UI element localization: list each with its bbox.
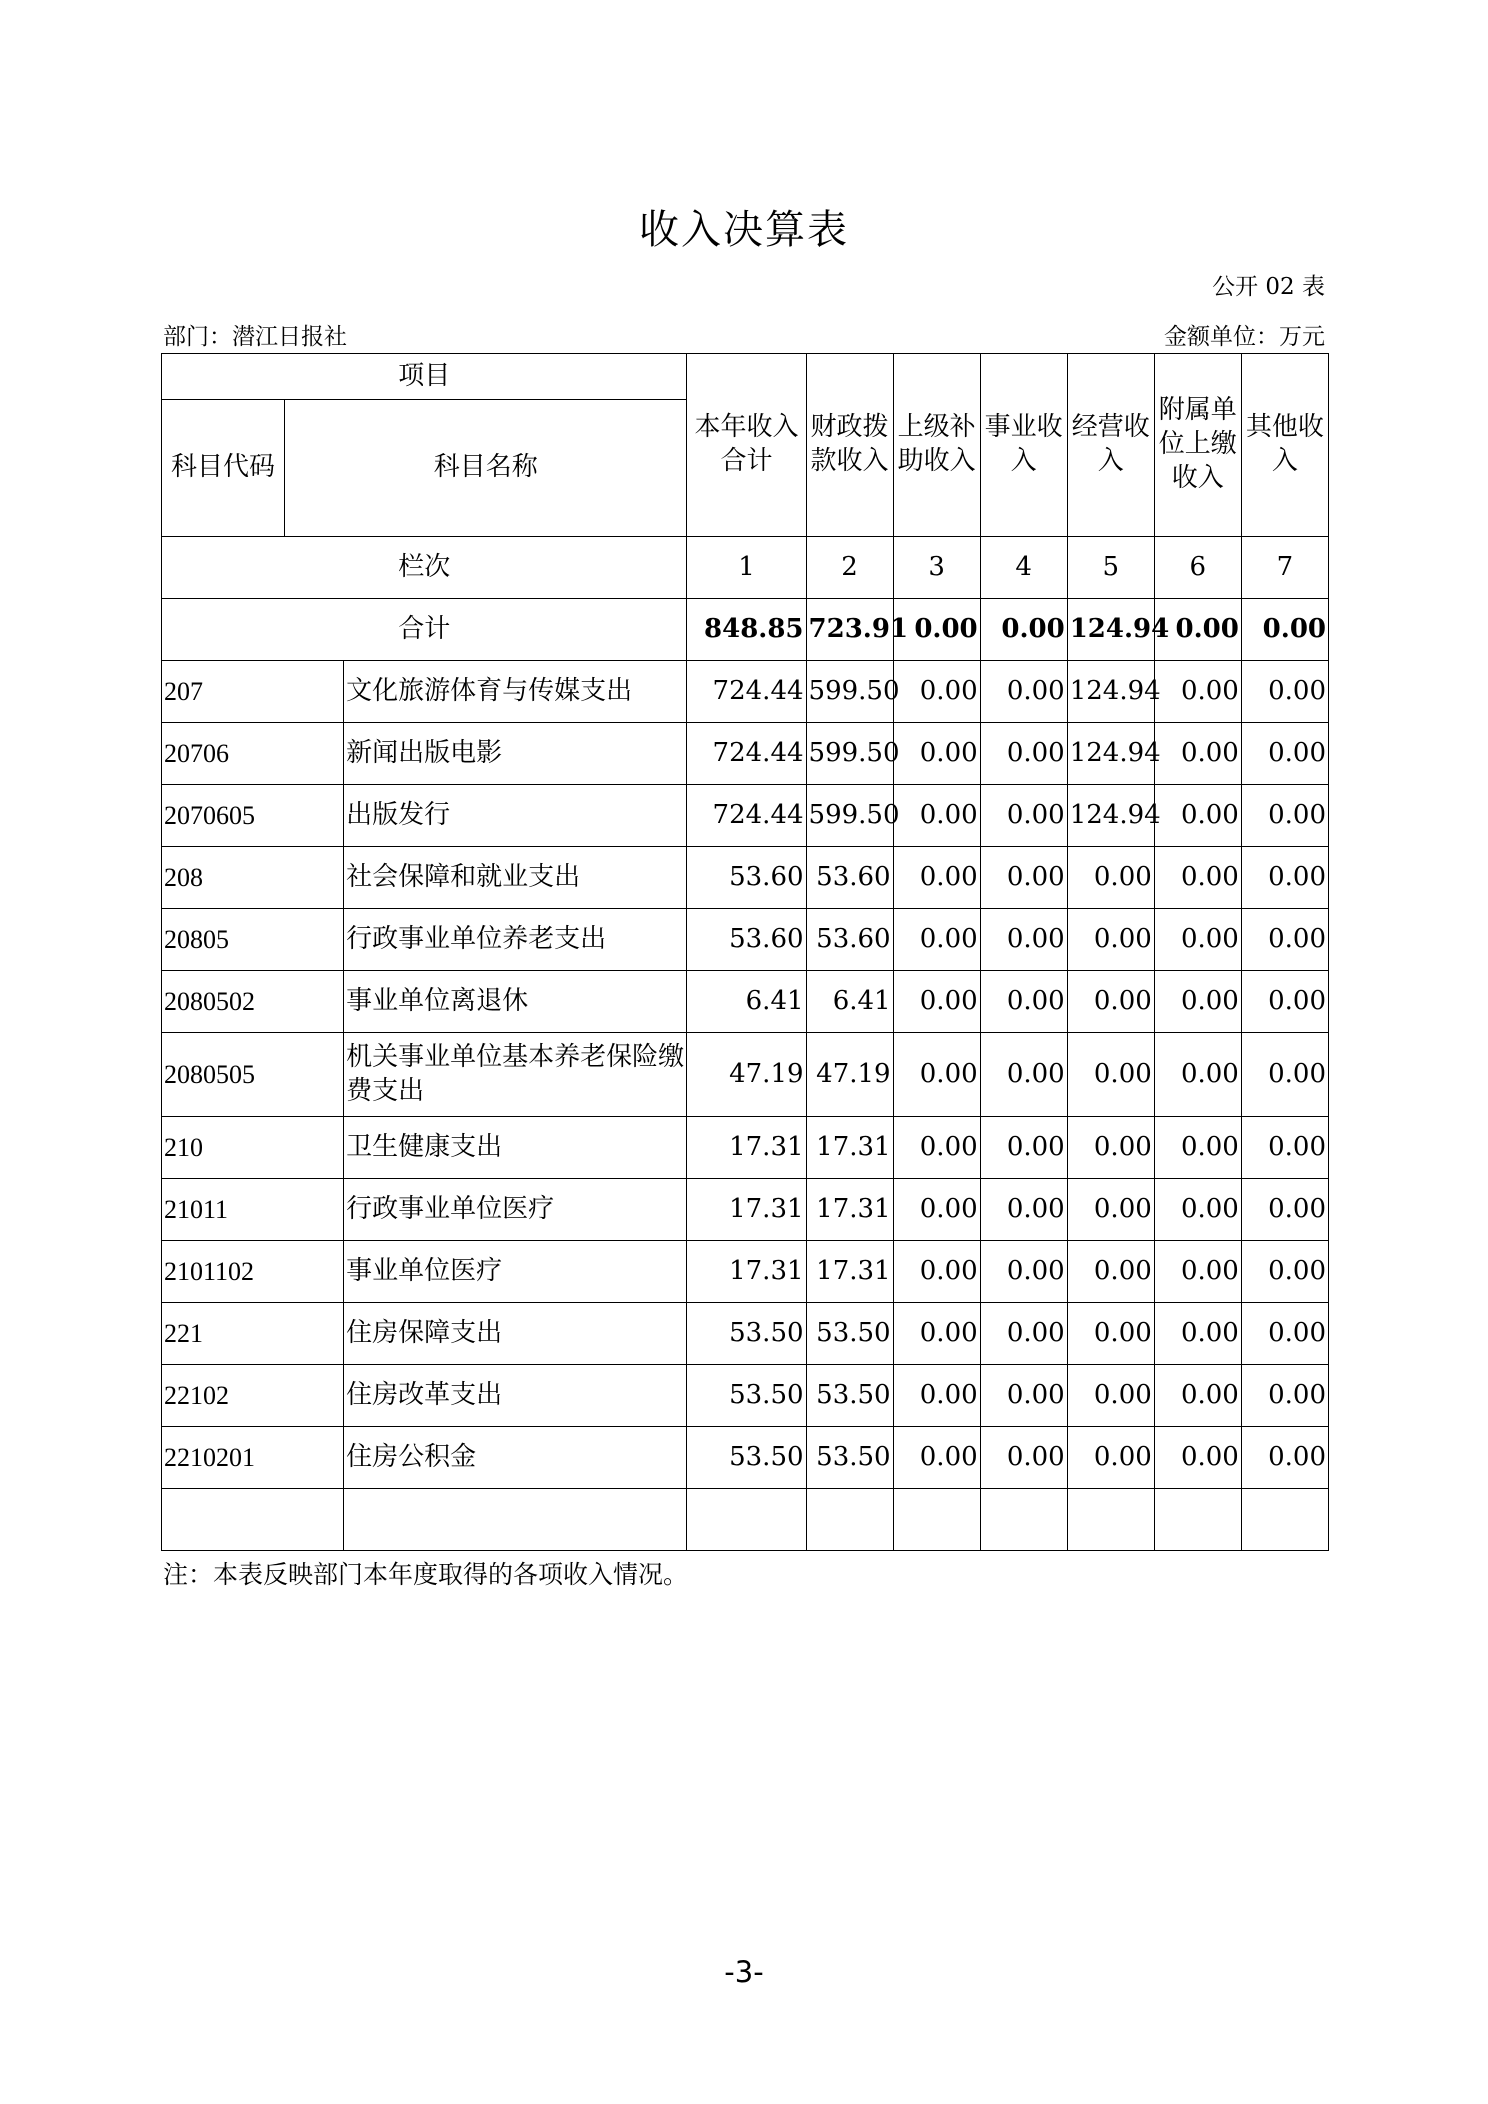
amount-cell: 0.00	[1154, 723, 1241, 785]
subject-code: 221	[162, 1303, 344, 1365]
amount-cell: 0.00	[1154, 661, 1241, 723]
amount-cell: 124.94	[1067, 723, 1154, 785]
amount-cell: 0.00	[1241, 661, 1328, 723]
amount-cell: 0.00	[1154, 1033, 1241, 1117]
amount-cell: 0.00	[980, 1117, 1067, 1179]
amount-cell: 47.19	[687, 1033, 806, 1117]
total-value: 0.00	[1241, 599, 1328, 661]
amount-cell: 0.00	[1154, 1179, 1241, 1241]
amount-cell: 0.00	[1067, 909, 1154, 971]
subject-code: 2070605	[162, 785, 344, 847]
amount-cell: 53.60	[687, 847, 806, 909]
amount-cell: 0.00	[893, 847, 980, 909]
amount-cell: 0.00	[1067, 1117, 1154, 1179]
amount-cell: 0.00	[893, 1427, 980, 1489]
amount-cell: 0.00	[893, 1303, 980, 1365]
amount-cell: 53.50	[687, 1427, 806, 1489]
unit-label: 金额单位：万元	[1164, 324, 1325, 350]
lanci-cell: 6	[1154, 537, 1241, 599]
amount-cell: 0.00	[1241, 1179, 1328, 1241]
amount-cell: 0.00	[1241, 1303, 1328, 1365]
amount-cell: 599.50	[806, 723, 893, 785]
total-value: 723.91	[806, 599, 893, 661]
amount-cell: 0.00	[1154, 785, 1241, 847]
amount-cell: 0.00	[893, 1365, 980, 1427]
subject-code: 2210201	[162, 1427, 344, 1489]
amount-cell: 0.00	[893, 661, 980, 723]
amount-cell: 53.60	[806, 909, 893, 971]
amount-cell: 0.00	[980, 785, 1067, 847]
table-row	[162, 847, 1329, 909]
subject-name: 出版发行	[344, 785, 687, 847]
subject-name: 社会保障和就业支出	[344, 847, 687, 909]
department-label: 部门：潜江日报社	[163, 324, 347, 350]
amount-cell: 0.00	[1241, 1365, 1328, 1427]
page-title: 收入决算表	[639, 207, 849, 253]
amount-cell: 17.31	[687, 1241, 806, 1303]
subject-name: 事业单位离退休	[344, 971, 687, 1033]
subject-code: 2080502	[162, 971, 344, 1033]
subject-name: 行政事业单位医疗	[344, 1179, 687, 1241]
amount-cell: 0.00	[1154, 1303, 1241, 1365]
amount-cell: 17.31	[806, 1179, 893, 1241]
amount-cell: 0.00	[980, 909, 1067, 971]
table-row	[162, 1179, 1329, 1241]
amount-cell: 0.00	[1241, 723, 1328, 785]
total-value: 848.85	[687, 599, 806, 661]
amount-cell: 724.44	[687, 785, 806, 847]
table-row	[162, 1303, 1329, 1365]
amount-cell: 0.00	[1067, 1427, 1154, 1489]
amount-cell: 0.00	[1241, 971, 1328, 1033]
amount-cell: 0.00	[1067, 1365, 1154, 1427]
amount-cell: 0.00	[1154, 1427, 1241, 1489]
subject-name: 机关事业单位基本养老保险缴费支出	[344, 1033, 687, 1117]
table-row	[162, 661, 1329, 723]
subject-code: 2080505	[162, 1033, 344, 1117]
header-row-project	[162, 354, 1329, 400]
subject-code: 21011	[162, 1179, 344, 1241]
amount-cell: 6.41	[806, 971, 893, 1033]
amount-cell: 124.94	[1067, 785, 1154, 847]
amount-cell: 0.00	[1241, 847, 1328, 909]
col-header-4: 事业收入	[980, 354, 1067, 537]
amount-cell: 0.00	[893, 785, 980, 847]
subject-name: 住房改革支出	[344, 1365, 687, 1427]
amount-cell: 0.00	[893, 723, 980, 785]
amount-cell: 17.31	[687, 1117, 806, 1179]
amount-cell: 53.50	[687, 1365, 806, 1427]
project-header: 项目	[162, 354, 687, 400]
amount-cell: 0.00	[1067, 1241, 1154, 1303]
total-value: 0.00	[980, 599, 1067, 661]
amount-cell: 724.44	[687, 661, 806, 723]
amount-cell: 0.00	[980, 971, 1067, 1033]
amount-cell: 0.00	[1154, 847, 1241, 909]
col-header-2: 财政拨款收入	[806, 354, 893, 537]
total-value: 0.00	[893, 599, 980, 661]
amount-cell: 0.00	[1067, 1179, 1154, 1241]
subject-code: 22102	[162, 1365, 344, 1427]
amount-cell: 0.00	[980, 1241, 1067, 1303]
amount-cell: 0.00	[893, 971, 980, 1033]
col-header-1: 本年收入合计	[687, 354, 806, 537]
amount-cell: 124.94	[1067, 661, 1154, 723]
name-header: 科目名称	[285, 400, 687, 537]
amount-cell: 17.31	[806, 1241, 893, 1303]
code-header: 科目代码	[162, 400, 285, 537]
amount-cell: 0.00	[1067, 971, 1154, 1033]
amount-cell: 0.00	[1154, 1365, 1241, 1427]
lanci-row	[162, 537, 1329, 599]
amount-cell: 53.60	[806, 847, 893, 909]
amount-cell: 0.00	[980, 1179, 1067, 1241]
subject-name: 卫生健康支出	[344, 1117, 687, 1179]
subject-code: 208	[162, 847, 344, 909]
amount-cell: 0.00	[1154, 909, 1241, 971]
subject-name: 文化旅游体育与传媒支出	[344, 661, 687, 723]
amount-cell: 0.00	[893, 1241, 980, 1303]
total-row	[162, 599, 1329, 661]
amount-cell: 53.50	[806, 1303, 893, 1365]
amount-cell: 0.00	[980, 1033, 1067, 1117]
subject-name: 事业单位医疗	[344, 1241, 687, 1303]
table-row	[162, 723, 1329, 785]
col-header-7: 其他收入	[1241, 354, 1328, 537]
table-row	[162, 1033, 1329, 1117]
col-header-5: 经营收入	[1067, 354, 1154, 537]
amount-cell: 0.00	[893, 909, 980, 971]
table-row	[162, 785, 1329, 847]
amount-cell: 0.00	[1241, 1033, 1328, 1117]
amount-cell: 53.50	[806, 1365, 893, 1427]
lanci-cell: 5	[1067, 537, 1154, 599]
income-table	[161, 353, 1329, 1551]
subject-code: 20805	[162, 909, 344, 971]
amount-cell: 0.00	[980, 723, 1067, 785]
amount-cell: 0.00	[1067, 847, 1154, 909]
amount-cell: 53.50	[806, 1427, 893, 1489]
amount-cell: 0.00	[980, 661, 1067, 723]
amount-cell: 0.00	[980, 1365, 1067, 1427]
amount-cell: 17.31	[806, 1117, 893, 1179]
amount-cell: 47.19	[806, 1033, 893, 1117]
subject-name: 行政事业单位养老支出	[344, 909, 687, 971]
subject-code: 2101102	[162, 1241, 344, 1303]
amount-cell: 724.44	[687, 723, 806, 785]
total-value: 0.00	[1154, 599, 1241, 661]
lanci-cell: 2	[806, 537, 893, 599]
table-row	[162, 909, 1329, 971]
form-number: 公开 02 表	[1212, 274, 1325, 300]
table-row	[162, 1427, 1329, 1489]
lanci-cell: 4	[980, 537, 1067, 599]
table-note: 注：本表反映部门本年度取得的各项收入情况。	[163, 1560, 689, 1589]
table-row	[162, 1365, 1329, 1427]
amount-cell: 0.00	[1067, 1033, 1154, 1117]
blank-row	[162, 1489, 1329, 1551]
amount-cell: 53.50	[687, 1303, 806, 1365]
amount-cell: 0.00	[980, 1427, 1067, 1489]
amount-cell: 0.00	[1241, 1117, 1328, 1179]
amount-cell: 6.41	[687, 971, 806, 1033]
amount-cell: 0.00	[893, 1117, 980, 1179]
lanci-cell: 1	[687, 537, 806, 599]
subject-name: 住房保障支出	[344, 1303, 687, 1365]
amount-cell: 0.00	[893, 1033, 980, 1117]
amount-cell: 53.60	[687, 909, 806, 971]
amount-cell: 0.00	[1154, 971, 1241, 1033]
table-row	[162, 1241, 1329, 1303]
amount-cell: 0.00	[1241, 909, 1328, 971]
amount-cell: 0.00	[1241, 785, 1328, 847]
subject-code: 210	[162, 1117, 344, 1179]
amount-cell: 0.00	[1154, 1117, 1241, 1179]
amount-cell: 599.50	[806, 785, 893, 847]
amount-cell: 0.00	[1241, 1427, 1328, 1489]
amount-cell: 0.00	[893, 1179, 980, 1241]
lanci-cell: 7	[1241, 537, 1328, 599]
col-header-6: 附属单位上缴收入	[1154, 354, 1241, 537]
subject-name: 住房公积金	[344, 1427, 687, 1489]
amount-cell: 0.00	[1067, 1303, 1154, 1365]
total-value: 124.94	[1067, 599, 1154, 661]
lanci-cell: 3	[893, 537, 980, 599]
amount-cell: 0.00	[1241, 1241, 1328, 1303]
subject-code: 207	[162, 661, 344, 723]
page-number: -3-	[724, 1955, 764, 1989]
amount-cell: 0.00	[980, 1303, 1067, 1365]
col-header-3: 上级补助收入	[893, 354, 980, 537]
amount-cell: 17.31	[687, 1179, 806, 1241]
subject-code: 20706	[162, 723, 344, 785]
subject-name: 新闻出版电影	[344, 723, 687, 785]
table-row	[162, 971, 1329, 1033]
amount-cell: 599.50	[806, 661, 893, 723]
total-label: 合计	[162, 599, 687, 661]
amount-cell: 0.00	[1154, 1241, 1241, 1303]
table-row	[162, 1117, 1329, 1179]
amount-cell: 0.00	[980, 847, 1067, 909]
lanci-label: 栏次	[162, 537, 687, 599]
